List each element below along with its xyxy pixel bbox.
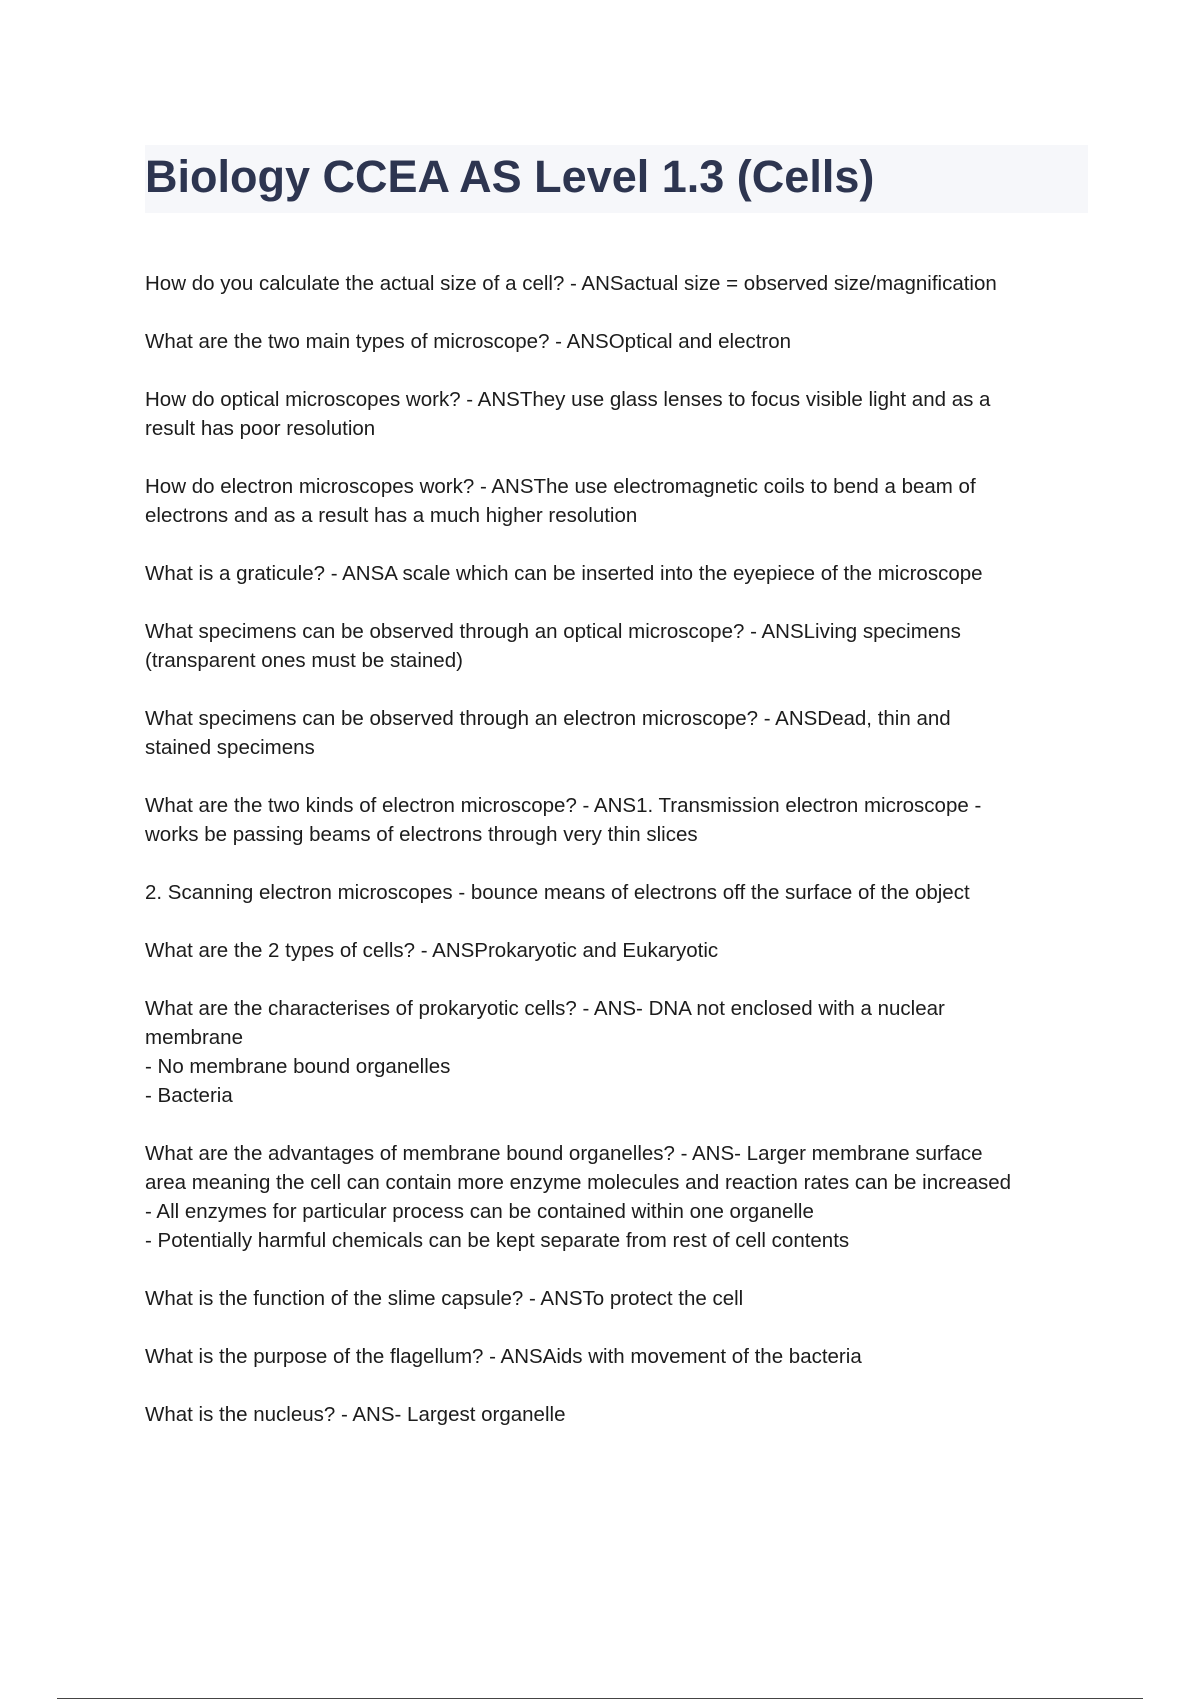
qa-list <box>145 269 1090 1458</box>
qa-paragraph <box>145 269 1090 298</box>
qa-paragraph <box>145 472 1090 530</box>
text-line: What are the characterises of prokaryotic cells? - ANS- DNA not enclosed with a nuclear <box>145 997 945 1020</box>
text-line: - All enzymes for particular process can be contained within one organelle <box>145 1200 814 1223</box>
text-line: area meaning the cell can contain more enzyme molecules and reaction rates can be increased <box>145 1171 1012 1194</box>
qa-paragraph <box>145 994 1090 1110</box>
qa-paragraph <box>145 1139 1090 1255</box>
text-line: What specimens can be observed through an electron microscope? - ANSDead, thin and <box>145 707 951 730</box>
qa-paragraph <box>145 1342 1090 1371</box>
text-line: result has poor resolution <box>145 417 376 440</box>
text-line: What is the nucleus? - ANS- Largest organelle <box>145 1403 566 1426</box>
text-line: stained specimens <box>145 736 315 759</box>
qa-paragraph <box>145 878 1090 907</box>
qa-paragraph <box>145 704 1090 762</box>
text-line: What is a graticule? - ANSA scale which can be inserted into the eyepiece of the microscope <box>145 562 983 585</box>
text-line: - Potentially harmful chemicals can be kept separate from rest of cell contents <box>145 1229 850 1252</box>
text-line: (transparent ones must be stained) <box>145 649 463 672</box>
text-line: What specimens can be observed through an optical microscope? - ANSLiving specimens <box>145 620 961 643</box>
text-line: How do you calculate the actual size of a cell? - ANSactual size = observed size/magnification <box>145 272 997 295</box>
text-line: 2. Scanning electron microscopes - bounce means of electrons off the surface of the object <box>145 881 970 904</box>
text-line: membrane <box>145 1026 243 1049</box>
text-line: What is the purpose of the flagellum? - ANSAids with movement of the bacteria <box>145 1345 862 1368</box>
text-line: What are the two kinds of electron microscope? - ANS1. Transmission electron microscope - <box>145 794 982 817</box>
text-line: works be passing beams of electrons through very thin slices <box>145 823 698 846</box>
qa-paragraph <box>145 791 1090 849</box>
text-line: - Bacteria <box>145 1084 233 1107</box>
qa-paragraph <box>145 559 1090 588</box>
footer-divider <box>57 1698 1143 1699</box>
text-line: What are the advantages of membrane bound organelles? - ANS- Larger membrane surface <box>145 1142 983 1165</box>
text-line: What is the function of the slime capsule? - ANSTo protect the cell <box>145 1287 744 1310</box>
text-line: What are the two main types of microscope? - ANSOptical and electron <box>145 330 792 353</box>
text-line: - No membrane bound organelles <box>145 1055 451 1078</box>
qa-paragraph <box>145 1400 1090 1429</box>
text-line: What are the 2 types of cells? - ANSProkaryotic and Eukaryotic <box>145 939 719 962</box>
text-line: How do optical microscopes work? - ANSThey use glass lenses to focus visible light and as a <box>145 388 991 411</box>
qa-paragraph <box>145 617 1090 675</box>
qa-paragraph <box>145 385 1090 443</box>
text-line: How do electron microscopes work? - ANSThe use electromagnetic coils to bend a beam of <box>145 475 976 498</box>
qa-paragraph <box>145 327 1090 356</box>
qa-paragraph <box>145 1284 1090 1313</box>
text-line: electrons and as a result has a much higher resolution <box>145 504 638 527</box>
qa-paragraph <box>145 936 1090 965</box>
page-title: Biology CCEA AS Level 1.3 (Cells) <box>145 151 875 202</box>
